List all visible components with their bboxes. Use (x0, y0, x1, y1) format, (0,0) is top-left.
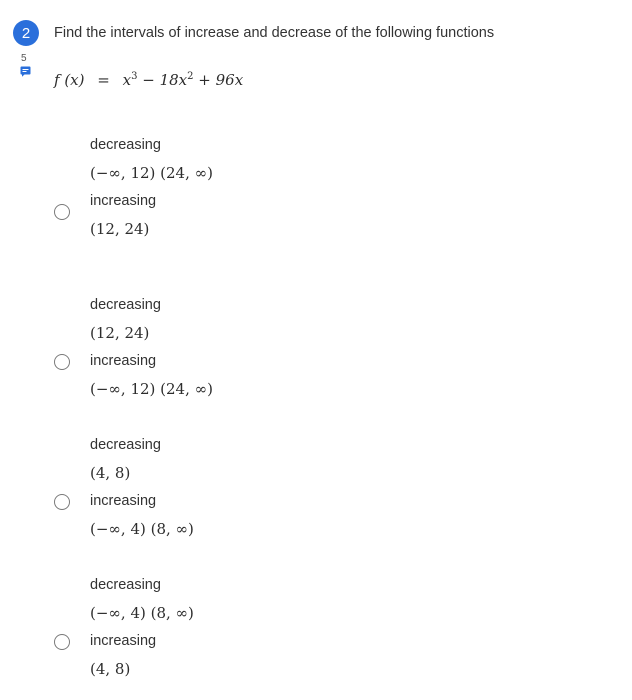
question-points: 5 (21, 53, 27, 64)
option-decreasing-label: decreasing (90, 297, 161, 313)
question-number-badge: 2 (13, 20, 39, 46)
option-decreasing-label: decreasing (90, 437, 161, 453)
option-decreasing-value: (12, 24) (90, 324, 150, 342)
option-increasing-label: increasing (90, 633, 157, 649)
option-increasing-label: increasing (90, 353, 157, 369)
option-decreasing-label: decreasing (90, 137, 161, 153)
function-term-c: + 96x (193, 71, 244, 89)
function-equals: = (97, 71, 110, 89)
option-decreasing-value: (−∞, 4) (8, ∞) (90, 604, 194, 622)
option-radio[interactable] (54, 204, 70, 220)
option-increasing-value: (4, 8) (90, 660, 131, 678)
option-increasing-label: increasing (90, 493, 157, 509)
function-term-a: x (122, 71, 132, 89)
question-prompt: Find the intervals of increase and decrease of the following functions (54, 25, 495, 41)
function-lhs: f (x) (54, 71, 85, 89)
function-exp-b: 2 (187, 71, 194, 82)
option-decreasing-value: (4, 8) (90, 464, 131, 482)
option-increasing-value: (−∞, 12) (24, ∞) (90, 380, 213, 398)
option-decreasing-value: (−∞, 12) (24, ∞) (90, 164, 213, 182)
function-exp-a: 3 (131, 71, 138, 82)
option-decreasing-label: decreasing (90, 577, 161, 593)
option-radio[interactable] (54, 494, 70, 510)
option-increasing-value: (−∞, 4) (8, ∞) (90, 520, 194, 538)
option-increasing-value: (12, 24) (90, 220, 150, 238)
comment-flag-icon[interactable] (20, 66, 31, 77)
option-increasing-label: increasing (90, 193, 157, 209)
function-term-b: − 18x (137, 71, 188, 89)
option-radio[interactable] (54, 634, 70, 650)
function-expression (54, 71, 243, 89)
option-radio[interactable] (54, 354, 70, 370)
